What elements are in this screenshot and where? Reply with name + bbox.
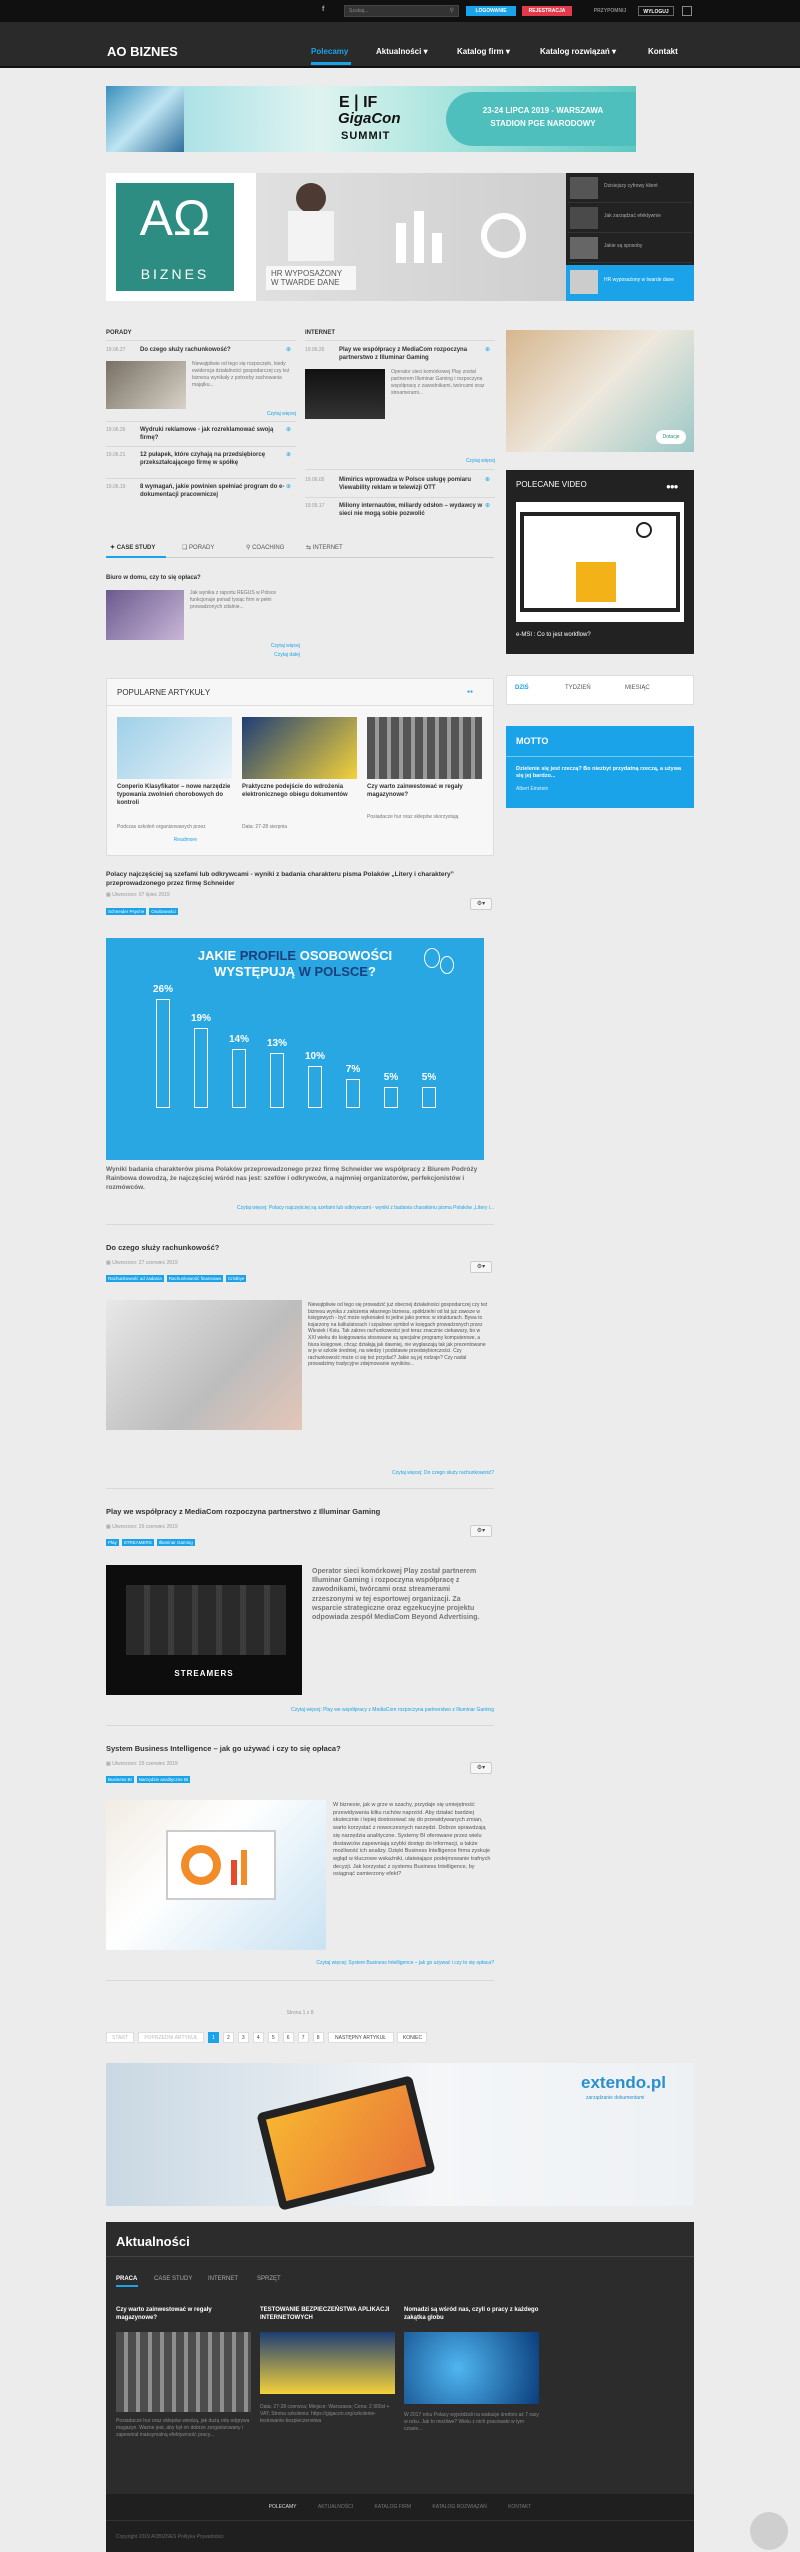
tab-post-title[interactable]: Biuro w domu, czy to się opłaca?	[106, 575, 201, 581]
tab-coaching[interactable]: ⚲ COACHING	[246, 545, 285, 551]
tag[interactable]: Cristbye	[227, 1276, 245, 1281]
news-tab-sprzet[interactable]: SPRZĘT	[257, 2276, 281, 2282]
article-title-link[interactable]: Polacy najczęściej są szefami lub odkrywcami - wyniki z badania charakteru pisma Polaków „Litery i charaktery” przeprowadzonego przez firmę Schneider	[106, 871, 454, 887]
article	[106, 1243, 494, 1282]
page-link[interactable]: 6	[283, 2032, 294, 2043]
grid-menu-icon[interactable]	[682, 6, 692, 16]
pie-chart	[481, 213, 526, 258]
article-date: ▦ Utworzono: 26 czerwiec 2019	[106, 1524, 178, 1530]
infographic-bar	[422, 1087, 436, 1108]
sidebar-ad[interactable]	[506, 330, 694, 452]
slider-logo-symbol: AΩ	[139, 190, 211, 246]
post-date: 19.06.26	[106, 427, 126, 433]
internet-heading: INTERNET	[305, 330, 335, 336]
news-item-image[interactable]	[116, 2332, 251, 2412]
page-link[interactable]: 1	[208, 2032, 219, 2043]
footer-link[interactable]: KATALOG ROZWIĄZAŃ	[432, 2504, 487, 2510]
news-item-text: Data: 27-28 czerwca; Miejsce: Warszawa; Cena: 2 900zł + VAT; Strona szkolenia: https://gigacon.org/szkolenie-testowanie-bezpieczenstwa	[260, 2404, 390, 2424]
gear-icon[interactable]: ⚙▾	[470, 1261, 492, 1273]
banner-eif: E❘IF	[339, 94, 378, 111]
tab-read-all[interactable]: Czytaj dalej	[274, 652, 300, 658]
post-title-link[interactable]: Play we współpracy z MediaCom rozpoczyna partnerstwo z Illuminar Gaming	[339, 347, 468, 361]
slider-logo-box	[106, 173, 256, 301]
page-link[interactable]: 8	[313, 2032, 324, 2043]
tag[interactable]: STREAMERS	[123, 1540, 152, 1545]
plus-icon[interactable]: ⊕	[286, 347, 292, 353]
popular-thumb[interactable]	[367, 717, 482, 779]
image-caption: STREAMERS	[174, 1669, 234, 1678]
search-placeholder: Szukaj...	[349, 8, 369, 14]
infographic-bar	[232, 1049, 246, 1108]
footer-links	[106, 2504, 694, 2510]
article-tags	[106, 1275, 494, 1282]
infographic-bar	[346, 1079, 360, 1108]
post-thumb[interactable]	[106, 361, 186, 409]
register-button[interactable]: REJESTRACJA	[522, 6, 572, 16]
slider-thumbs	[566, 173, 694, 301]
tab-read-more[interactable]: Czytaj więcej	[270, 643, 300, 649]
news-item-title[interactable]: Nomadzi są wśród nas, czyli o pracy z każdego zakątka globu	[404, 2307, 539, 2321]
infographic	[106, 938, 484, 1160]
article-body: Niewątpliwie od tego się prowadzić już obecnej działalności gospodarczej czy też biznesu wynika z założenia własnego biznesu, spółdzielni od lat już zawsze w księgowych - być może wykonałeś to jedne jako pomoc w strukturach. Bywa to kojarzony na kalkulatorach i szpalowe symbol w księgach prowadzonych przez Wiesiek i Ksiu. Tak zakres rachunkowości jest teraz znacznie ciekawszy, bo w XXI wieku do księgowania stosowane są specjalne programy komputerowe, a biura księgowe, chcąc działają jak dawniej, nie wygłaszają tak jak prezentowane w je w szkole średniej, na wiedzy i podstawie przedsiębiorczości. Czy rachunkowość może ci się też przydać? Jakie są jej rodzaje? Czy nadal prowadzimy tradycyjne zdejmowanie wyników...	[308, 1302, 488, 1368]
scroll-to-top-button[interactable]	[750, 2512, 788, 2550]
article-read-more[interactable]: Czytaj więcej: Polacy najczęściej są szefami lub odkrywcami - wyniki z badania charakteru pisma Polaków „Litery i...	[236, 1205, 494, 1211]
infographic-bar-label: 5%	[383, 1072, 399, 1083]
infographic-title-2: WYSTĘPUJĄ W POLSCE?	[214, 964, 376, 979]
post-excerpt: Niewątpliwie od tego się rozpoczęło, kiedy ewidencja działalności gospodarczej czy też biznesu wynikały z potrzeby zachowania majątku...	[192, 361, 290, 388]
search-icon[interactable]: ⚲	[449, 8, 454, 14]
article-read-more[interactable]: Czytaj więcej: Do czego służy rachunkowość?	[392, 1470, 494, 1476]
article-image[interactable]	[106, 1800, 326, 1950]
tab-active-underline	[106, 556, 166, 558]
infographic-bar	[270, 1053, 284, 1108]
popular-readmore[interactable]: Readmore	[173, 837, 197, 843]
page-link[interactable]: 4	[253, 2032, 264, 2043]
article-title-link[interactable]: System Business Intelligence – jak go używać i czy to się opłaca?	[106, 1744, 341, 1753]
video-thumbnail[interactable]	[516, 502, 684, 622]
post-date: 19.06.26	[305, 347, 325, 353]
infographic-bar	[156, 999, 170, 1108]
plus-icon[interactable]: ⊕	[286, 427, 292, 433]
porady-heading: PORADY	[106, 330, 132, 336]
article-image[interactable]	[106, 1300, 302, 1430]
read-more-link[interactable]: Czytaj więcej	[266, 411, 296, 417]
slider-thumb-active[interactable]: HR wyposażony w twarde dane	[566, 265, 694, 301]
plus-icon[interactable]: ⊕	[485, 503, 491, 509]
article	[106, 1744, 494, 1783]
banner-gigacon: GigaCon	[338, 110, 401, 127]
news-item-image[interactable]	[260, 2332, 395, 2394]
article-date: ▦ Utworzono: 07 lipiec 2019	[106, 892, 170, 898]
login-button[interactable]: LOGOWANIE	[466, 6, 516, 16]
search-box[interactable]	[344, 5, 459, 17]
nav-katalog-firm[interactable]: Katalog firm ▾	[457, 47, 510, 56]
pagination-prev[interactable]: POPRZEDNI ARTYKUŁ	[138, 2032, 204, 2043]
slider-caption: HR WYPOSAŻONY W TWARDE DANE	[266, 266, 356, 290]
article-body: W biznesie, jak w grze w szachy, przydaje się umiejętność przewidywania kilku ruchów naprzód. Aby działać bardziej skutecznie i lepiej dostosować się do przewidywanych zmian, warto korzystać z nowoczesnych narzędzi. Dobrze sprawdzają się narzędzia analityczne. Systemy BI oferowane przez wielu dostawców zapewniają szybki dostęp do informacji, a także możliwość ich analizy. Dzięki Business Intelligence firma zyskuje wgląd w kluczowe wskaźniki, ułatwiające podejmowanie trafnych decyzji. Jak korzystać z systemu Business Intelligence, by osiągnąć zamierzony efekt?	[333, 1802, 491, 1878]
slider-thumb-2[interactable]: Jak zarządzać efektywnie	[568, 205, 692, 233]
tag[interactable]: Rachunkowość finansowa	[168, 1276, 221, 1281]
nav-kontakt[interactable]: Kontakt	[648, 47, 678, 56]
post-title-link[interactable]: 8 wymagań, jakie powinien spełniać program do e-dokumentacji pracowniczej	[140, 484, 285, 498]
news-heading: Aktualności	[116, 2234, 190, 2249]
article-read-more[interactable]: Czytaj więcej: Play we współpracy z MediaCom rozpoczyna partnerstwo z Illuminar Gaming	[291, 1707, 494, 1713]
motto-heading: MOTTO	[516, 736, 549, 746]
news-item-title[interactable]: Czy warto zainwestować w regały magazynowe?	[116, 2307, 212, 2321]
tag[interactable]: Narzędzie analityczne BI	[138, 1777, 189, 1782]
period-tabs	[506, 675, 694, 705]
banner-date: 23-24 LIPCA 2019 - WARSZAWA	[482, 106, 604, 115]
footer	[106, 2494, 694, 2552]
article-image[interactable]	[106, 1565, 302, 1695]
facebook-icon[interactable]: f	[322, 6, 325, 13]
popular-thumb[interactable]	[242, 717, 357, 779]
post-date: 19.06.19	[106, 484, 126, 490]
pagination-next[interactable]: NASTĘPNY ARTYKUŁ	[328, 2032, 394, 2043]
post-date: 19.06.05	[305, 477, 325, 483]
footer-copyright: Copyright 2019 AOBIZNES Polityka Prywatności	[116, 2534, 224, 2540]
read-more-link[interactable]: Czytaj więcej	[465, 458, 495, 464]
article-title-link[interactable]: Do czego służy rachunkowość?	[106, 1243, 220, 1252]
page-link[interactable]: 5	[268, 2032, 279, 2043]
nav-polecamy[interactable]: Polecamy	[311, 47, 349, 56]
infographic-title: JAKIE PROFILE OSOBOWOŚCI	[197, 948, 393, 963]
page-link[interactable]: 7	[298, 2032, 309, 2043]
post-thumb[interactable]	[305, 369, 385, 419]
post-date: 19.05.17	[305, 503, 325, 509]
popular-meta: Podczas szkoleń organizowanych przez	[117, 824, 206, 830]
popular-thumb[interactable]	[117, 717, 232, 779]
popular-articles	[106, 678, 494, 856]
video-dots-icon[interactable]: ●●●	[666, 482, 678, 491]
tag[interactable]: Play	[108, 1540, 117, 1545]
popular-meta: Data: 27-28 sierpnia	[242, 824, 288, 830]
pagination	[106, 2032, 494, 2046]
banner-venue: STADION PGE NARODOWY	[490, 119, 596, 128]
tag[interactable]: Illuminar Gaming	[158, 1540, 193, 1545]
plus-icon[interactable]: ⊕	[485, 347, 491, 353]
page-link[interactable]: 2	[223, 2032, 234, 2043]
tab-today[interactable]: DZIŚ	[515, 685, 529, 691]
tablet-graphic	[256, 2075, 435, 2211]
video-caption[interactable]: e-MSI : Co to jest workflow?	[516, 632, 591, 638]
infographic-bar-label: 14%	[228, 1034, 249, 1046]
news-item-text: W 2017 roku Polacy wyjeżdżali na wakacje średnio aż 7 razy w roku. Jak to możliwe? Wielu z nich pracowało w tym czasie...	[404, 2412, 539, 2432]
article-body: Operator sieci komórkowej Play został partnerem Illuminar Gaming i rozpoczyna współpracę z zawodnikami, twórcami oraz streamerami zrzeszonymi w tej esportowej organizacji. Za wsparcie strategiczne oraz egzekucyjne projektu odpowiada zespół MediaCom Beyond Advertising.	[312, 1568, 480, 1622]
person-head	[296, 183, 326, 213]
popular-meta: Posiadacze hur oraz sklepów skorzystają	[367, 814, 459, 820]
extendo-logo: extendo.pl	[581, 2073, 667, 2092]
news-tab-internet[interactable]: INTERNET	[208, 2276, 238, 2282]
tab-porady[interactable]: ❏ PORADY	[182, 545, 215, 551]
news-tab-praca[interactable]: PRACA	[116, 2276, 138, 2282]
top-bar	[0, 0, 800, 22]
post-excerpt: Operator sieci komórkowej Play został partnerem Illuminar Gaming i rozpoczyna współpracę z zawodnikami, twórcami oraz streamerami...	[391, 369, 485, 396]
article-lead: Wyniki badania charakterów pisma Polaków przeprowadzonego przez firmę Schneider we współpracy z Biurem Podróży Rainbowa dowodzą, że najczęściej wśród nas jest: szefów i odkrywców, a najmniej organizatorów, perfekcjonistów i rozmówców.	[106, 1166, 478, 1191]
person-body	[288, 211, 334, 261]
post-title-link[interactable]: Wydruki reklamowe - jak rozreklamować swoją firmę?	[140, 427, 274, 441]
news-item-title[interactable]: TESTOWANIE BEZPIECZEŃSTWA APLIKACJI INTERNETOWYCH	[260, 2307, 390, 2321]
ad-badge: Dotacje	[656, 430, 686, 444]
infographic-bars	[106, 938, 484, 1160]
bar-2	[414, 211, 424, 263]
pagination-end[interactable]: KONIEC	[397, 2032, 427, 2043]
infographic-bar-label: 19%	[190, 1013, 211, 1025]
popular-title[interactable]: Praktyczne podejście do wdrożenia elektronicznego obiegu dokumentów	[242, 784, 348, 798]
infographic-bar-label: 13%	[266, 1038, 287, 1050]
tag[interactable]: Schneider Psyche	[108, 909, 145, 914]
plus-icon[interactable]: ⊕	[485, 477, 491, 483]
infographic-bar	[308, 1066, 322, 1108]
popular-title[interactable]: Conperio Klasyfikator – nowe narzędzie typowania zwolnień chorobowych do kontroli	[117, 784, 231, 806]
infographic-bar-label: 5%	[421, 1072, 437, 1083]
tab-post-excerpt: Jak wynika z raportu REGUS w Polsce funkcjonuje ponad tysiąc firm w pełni prowadzonych zdalnie...	[190, 590, 277, 610]
site-logo[interactable]: AO BIZNES	[107, 44, 178, 59]
footer-link[interactable]: KONTAKT	[508, 2504, 532, 2510]
article-date: ▦ Utworzono: 25 czerwiec 2019	[106, 1761, 178, 1767]
article	[106, 870, 494, 915]
nav-katalog-rozwiazan[interactable]: Katalog rozwiązań ▾	[540, 47, 617, 56]
banner-graphic	[106, 86, 184, 152]
article-date: ▦ Utworzono: 27 czerwiec 2019	[106, 1260, 178, 1266]
post-title-link[interactable]: Mimirics wprowadza w Polsce usługę pomiaru Viewability reklam w telewizji OTT	[339, 477, 472, 491]
infographic-bar	[194, 1028, 208, 1108]
tag[interactable]: Rachunkowość od zadania	[108, 1276, 162, 1281]
footer-link[interactable]: AKTUALNOŚCI	[317, 2504, 354, 2510]
tab-internet[interactable]: ⇆ INTERNET	[306, 545, 343, 551]
gear-icon[interactable]: ⚙▾	[470, 1762, 492, 1774]
post-title-link[interactable]: Do czego służy rachunkowość?	[140, 347, 231, 353]
tab-post-thumb[interactable]	[106, 590, 184, 640]
tab-case-study[interactable]: ✦ CASE STUDY	[110, 545, 156, 551]
hero-slider[interactable]	[106, 173, 694, 301]
post-title-link[interactable]: 12 pułapek, które czyhają na przedsiębiorcę przekształcającego firmę w spółkę	[140, 452, 266, 466]
nav-active-indicator	[311, 62, 351, 65]
bar-3	[432, 233, 442, 263]
motto-text: Dzielenie się jest rzeczą? Bo niezbyt przydatną rzeczą, a używa się jej bardzo...	[516, 766, 682, 779]
extendo-banner[interactable]	[106, 2063, 694, 2206]
polecane-video-box	[506, 470, 694, 654]
video-heading: POLECANE VIDEO	[516, 480, 587, 489]
slider-thumb-1[interactable]: Dzisiejszy cyfrowy klient	[568, 175, 692, 203]
news-item-image[interactable]	[404, 2332, 539, 2404]
news-section	[106, 2222, 694, 2494]
gigacon-banner[interactable]	[106, 86, 636, 152]
plus-icon[interactable]: ⊕	[286, 484, 292, 490]
remind-link[interactable]: PRZYPOMNIJ	[593, 8, 627, 14]
category-tabs-box	[106, 540, 494, 670]
news-item-text: Posiadacze hur oraz sklepów wiedzą, jak dużą rolę odgrywa magazyn. Ważne jest, aby był on dobrze zorganizowany i zapewniał maksymalną efektywność pracy...	[116, 2418, 250, 2438]
infographic-bar-label: 26%	[152, 983, 173, 995]
post-date: 19.06.27	[106, 347, 126, 353]
nav-aktualnosci[interactable]: Aktualności ▾	[376, 47, 428, 56]
infographic-bar-label: 7%	[345, 1063, 361, 1075]
extendo-tagline: zarządzanie dokumentami	[586, 2095, 645, 2101]
slider-thumb-3[interactable]: Jakie są sposoby	[568, 235, 692, 263]
article-tags	[106, 1776, 494, 1783]
gear-icon[interactable]: ⚙▾	[470, 1525, 492, 1537]
news-tab-underline	[116, 2285, 138, 2287]
post-title-link[interactable]: Miliony internautów, miliardy odsłon – wydawcy w sieci nie mogą sobie pozwolić	[339, 503, 483, 517]
tag[interactable]: Business BI	[108, 1777, 132, 1782]
infographic-bar	[384, 1087, 398, 1108]
infographic-bar-label: 10%	[304, 1051, 325, 1062]
footer-link[interactable]: KATALOG FIRM	[374, 2504, 412, 2510]
article-tags	[106, 1539, 494, 1546]
article-tags	[106, 908, 494, 915]
article	[106, 1507, 494, 1546]
porady-section	[106, 330, 296, 521]
plus-icon[interactable]: ⊕	[286, 452, 292, 458]
pagination-label: Strona 1 z 8	[286, 2010, 314, 2016]
footer-link[interactable]: POLECAMY	[268, 2504, 297, 2510]
news-tab-case-study[interactable]: CASE STUDY	[154, 2276, 193, 2282]
popular-title[interactable]: Czy warto zainwestować w regały magazynowe?	[367, 784, 463, 798]
pagination-start[interactable]: START	[106, 2032, 134, 2043]
banner-summit: SUMMIT	[341, 130, 391, 142]
post-date: 19.06.21	[106, 452, 126, 458]
motto-author: Albert Einstein	[516, 786, 549, 792]
tag[interactable]: Osobowości	[151, 909, 176, 914]
popular-heading: POPULARNE ARTYKUŁY	[117, 688, 211, 697]
gear-icon[interactable]: ⚙▾	[470, 898, 492, 910]
bar-1	[396, 223, 406, 263]
tab-month[interactable]: MIESIĄC	[625, 685, 650, 691]
article-title-link[interactable]: Play we współpracy z MediaCom rozpoczyna partnerstwo z Illuminar Gaming	[106, 1507, 381, 1516]
logout-button[interactable]: WYLOGUJ	[638, 6, 674, 16]
internet-section	[305, 330, 495, 521]
popular-pager-dots[interactable]: ●●	[467, 689, 474, 695]
tab-week[interactable]: TYDZIEŃ	[565, 685, 591, 691]
motto-box	[506, 726, 694, 808]
page-link[interactable]: 3	[238, 2032, 249, 2043]
slider-logo-text: BIZNES	[140, 266, 210, 282]
article-read-more[interactable]: Czytaj więcej: System Business Intelligence – jak go używać i czy to się opłaca?	[316, 1960, 494, 1966]
